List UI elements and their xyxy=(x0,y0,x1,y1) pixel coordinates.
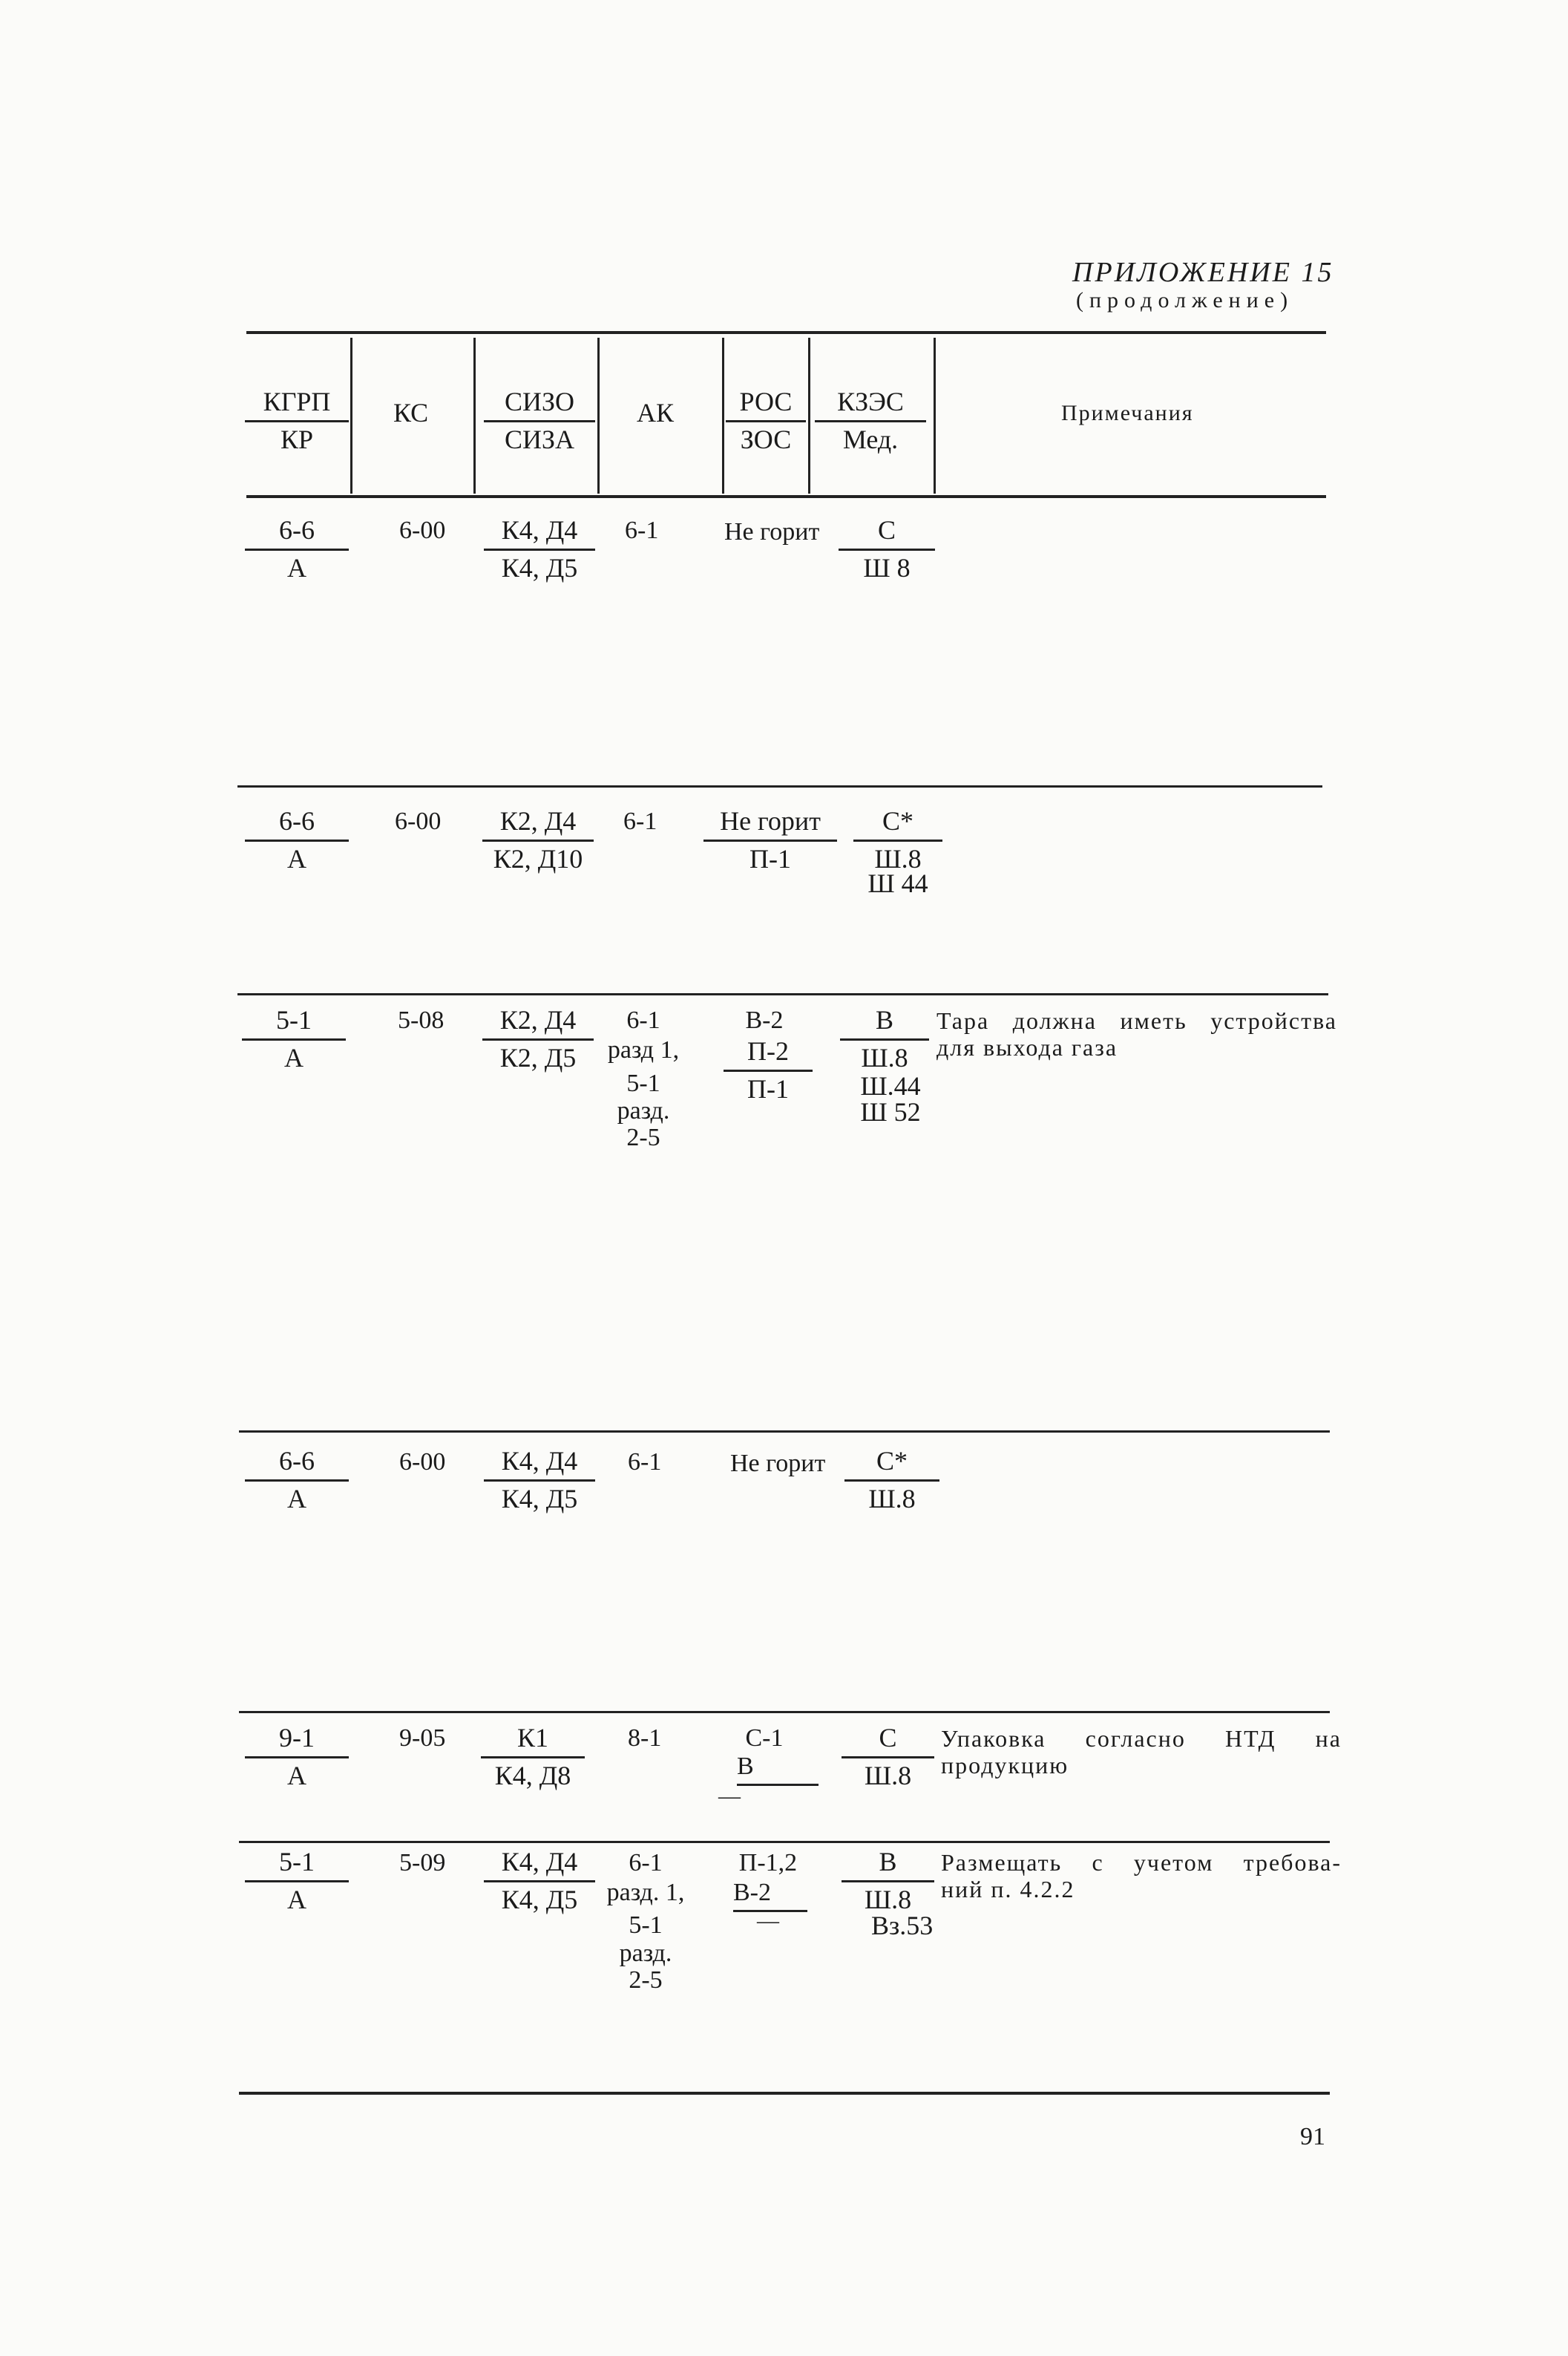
row-4-kzes-med xyxy=(844,1445,939,1514)
row-1-kgrp: 6-6 xyxy=(245,514,349,551)
appendix-title: ПРИЛОЖЕНИЕ 15 xyxy=(1072,257,1334,288)
row-6-ros-2-text: В-2 xyxy=(733,1878,807,1912)
row-6-med-2: Вз.53 xyxy=(871,1911,934,1940)
row-5-siza: К4, Д8 xyxy=(494,1761,571,1790)
row-6-kzes-med xyxy=(842,1846,934,1915)
row-3-ros-1: В-2 xyxy=(745,1007,784,1034)
row-3-ros-2: П-2 xyxy=(724,1035,813,1072)
row-separator xyxy=(239,1711,1330,1713)
row-2-kr: А xyxy=(287,844,306,874)
header-kgrp: КГРП xyxy=(245,386,349,422)
appendix-subtitle: (продолжение) xyxy=(1076,288,1294,313)
row-3-ak-1: 6-1 xyxy=(626,1007,660,1034)
row-5-ros-1: С-1 xyxy=(745,1724,784,1752)
row-3-med-3: Ш 52 xyxy=(860,1097,921,1127)
page-number: 91 xyxy=(1300,2123,1325,2150)
row-2-siza: К2, Д10 xyxy=(493,844,583,874)
row-1-siza: К4, Д5 xyxy=(501,553,578,583)
row-5-kgrp-kr xyxy=(245,1722,349,1791)
row-2-zos: П-1 xyxy=(749,844,791,874)
row-1-sizo-siza xyxy=(484,514,595,583)
row-6-kr: А xyxy=(287,1885,306,1914)
header-ros: РОС xyxy=(726,386,806,422)
header-med: Мед. xyxy=(842,425,899,454)
row-4-ks: 6-00 xyxy=(399,1448,446,1476)
header-ros-zos xyxy=(726,386,806,455)
header-zos: ЗОС xyxy=(740,425,792,454)
row-3-kzes: В xyxy=(840,1004,929,1041)
column-divider xyxy=(934,338,936,494)
row-5-note-1: Упаковка согласно НТД на xyxy=(941,1725,1342,1752)
row-3-kgrp: 5-1 xyxy=(242,1004,346,1041)
row-6-kgrp: 5-1 xyxy=(245,1846,349,1882)
row-2-ak: 6-1 xyxy=(623,808,657,835)
column-divider xyxy=(722,338,724,494)
row-5-med: Ш.8 xyxy=(864,1761,912,1790)
header-kzes: КЗЭС xyxy=(815,386,926,422)
row-6-note-1: Размещать с учетом требова- xyxy=(941,1849,1342,1876)
row-4-kgrp-kr xyxy=(245,1445,349,1514)
row-4-ros: Не горит xyxy=(730,1450,826,1477)
row-separator xyxy=(237,785,1322,788)
row-2-kgrp: 6-6 xyxy=(245,805,349,842)
row-4-ak: 6-1 xyxy=(628,1448,662,1476)
row-4-kzes: С* xyxy=(844,1445,939,1482)
row-5-kzes: С xyxy=(842,1722,934,1758)
row-2-kgrp-kr xyxy=(245,805,349,874)
row-4-siza: К4, Д5 xyxy=(501,1484,578,1514)
row-3-med-2: Ш.44 xyxy=(860,1071,921,1101)
row-5-ks: 9-05 xyxy=(399,1724,446,1752)
row-5-sizo: К1 xyxy=(481,1722,585,1758)
column-divider xyxy=(350,338,352,494)
column-divider xyxy=(473,338,476,494)
header-ak: АК xyxy=(637,398,675,428)
column-divider xyxy=(808,338,810,494)
row-2-ros-zos xyxy=(703,805,837,874)
row-4-sizo-siza xyxy=(484,1445,595,1514)
row-3-med-1: Ш.8 xyxy=(861,1043,908,1073)
header-siza: СИЗА xyxy=(504,425,575,454)
header-ks: КС xyxy=(393,398,429,428)
header-sizo-siza xyxy=(484,386,595,455)
header-notes: Примечания xyxy=(1061,401,1194,425)
row-6-kzes: В xyxy=(842,1846,934,1882)
row-1-med: Ш 8 xyxy=(863,553,911,583)
row-5-ak: 8-1 xyxy=(628,1724,662,1752)
row-5-zos: — xyxy=(718,1784,741,1808)
row-6-ak-3: 5-1 xyxy=(629,1911,663,1939)
row-3-sizo-siza xyxy=(482,1004,594,1073)
row-separator xyxy=(239,1430,1330,1433)
row-1-ak: 6-1 xyxy=(625,517,659,544)
row-6-siza: К4, Д5 xyxy=(501,1885,578,1914)
row-3-ak-3: 5-1 xyxy=(626,1070,660,1097)
table-bottom-rule xyxy=(239,2092,1330,2095)
row-6-ak-5: 2-5 xyxy=(629,1966,663,1994)
row-1-kr: А xyxy=(287,553,306,583)
row-5-kzes-med xyxy=(842,1722,934,1791)
row-3-ak-5: 2-5 xyxy=(626,1124,660,1151)
row-3-zos: П-1 xyxy=(747,1074,789,1104)
row-3-kzes-med xyxy=(840,1004,929,1073)
row-3-sizo: К2, Д4 xyxy=(482,1004,594,1041)
row-3-ks: 5-08 xyxy=(398,1007,445,1034)
row-separator xyxy=(239,1841,1330,1843)
row-5-note-2: продукцию xyxy=(941,1752,1069,1779)
row-3-note-2: для выхода газа xyxy=(936,1034,1118,1061)
row-6-ak-1: 6-1 xyxy=(629,1849,663,1876)
row-3-ak-4: разд. xyxy=(617,1097,670,1125)
row-2-kzes-med xyxy=(853,805,942,874)
row-2-sizo: К2, Д4 xyxy=(482,805,594,842)
row-6-zos: — xyxy=(757,1908,779,1933)
row-6-ak-2: разд. 1, xyxy=(606,1879,685,1906)
row-6-ak-4: разд. xyxy=(619,1940,672,1967)
header-kr: КР xyxy=(280,425,314,454)
header-kzes-med xyxy=(815,386,926,455)
row-6-ros-1: П-1,2 xyxy=(738,1849,798,1876)
row-5-ros-2 xyxy=(737,1752,819,1786)
table-header-rule xyxy=(246,495,1326,498)
row-2-ros: Не горит xyxy=(703,805,837,842)
header-kgrp-kr xyxy=(245,386,349,455)
row-1-kzes: С xyxy=(839,514,935,551)
table-top-rule xyxy=(246,331,1326,334)
row-3-note-1: Тара должна иметь устройства xyxy=(936,1007,1337,1034)
header-sizo: СИЗО xyxy=(484,386,595,422)
row-1-kgrp-kr xyxy=(245,514,349,583)
row-4-kgrp: 6-6 xyxy=(245,1445,349,1482)
column-divider xyxy=(597,338,600,494)
row-4-kr: А xyxy=(287,1484,306,1514)
row-5-kr: А xyxy=(287,1761,306,1790)
row-1-ros: Не горит xyxy=(724,518,820,546)
row-3-siza: К2, Д5 xyxy=(499,1043,577,1073)
row-3-ros-zos xyxy=(724,1035,813,1105)
row-3-kr: А xyxy=(284,1043,304,1073)
row-6-sizo: К4, Д4 xyxy=(484,1846,595,1882)
row-4-med: Ш.8 xyxy=(868,1484,916,1514)
row-5-kgrp: 9-1 xyxy=(245,1722,349,1758)
row-3-kgrp-kr xyxy=(242,1004,346,1073)
row-6-ks: 5-09 xyxy=(399,1849,446,1876)
row-1-sizo: К4, Д4 xyxy=(484,514,595,551)
row-5-ros-2-text: В xyxy=(737,1752,819,1786)
row-2-ks: 6-00 xyxy=(395,808,442,835)
row-6-sizo-siza xyxy=(484,1846,595,1915)
row-1-ks: 6-00 xyxy=(399,517,446,544)
row-3-ak-2: разд 1, xyxy=(607,1036,680,1064)
row-6-med-1: Ш.8 xyxy=(864,1885,912,1914)
row-4-sizo: К4, Д4 xyxy=(484,1445,595,1482)
row-6-kgrp-kr xyxy=(245,1846,349,1915)
row-2-sizo-siza xyxy=(482,805,594,874)
row-separator xyxy=(237,993,1328,995)
row-2-med-1: Ш.8 xyxy=(874,844,922,874)
row-6-note-2: ний п. 4.2.2 xyxy=(941,1876,1075,1902)
row-5-sizo-siza xyxy=(481,1722,585,1791)
row-2-med-2: Ш 44 xyxy=(867,868,928,898)
row-1-kzes-med xyxy=(839,514,935,583)
row-2-kzes: С* xyxy=(853,805,942,842)
